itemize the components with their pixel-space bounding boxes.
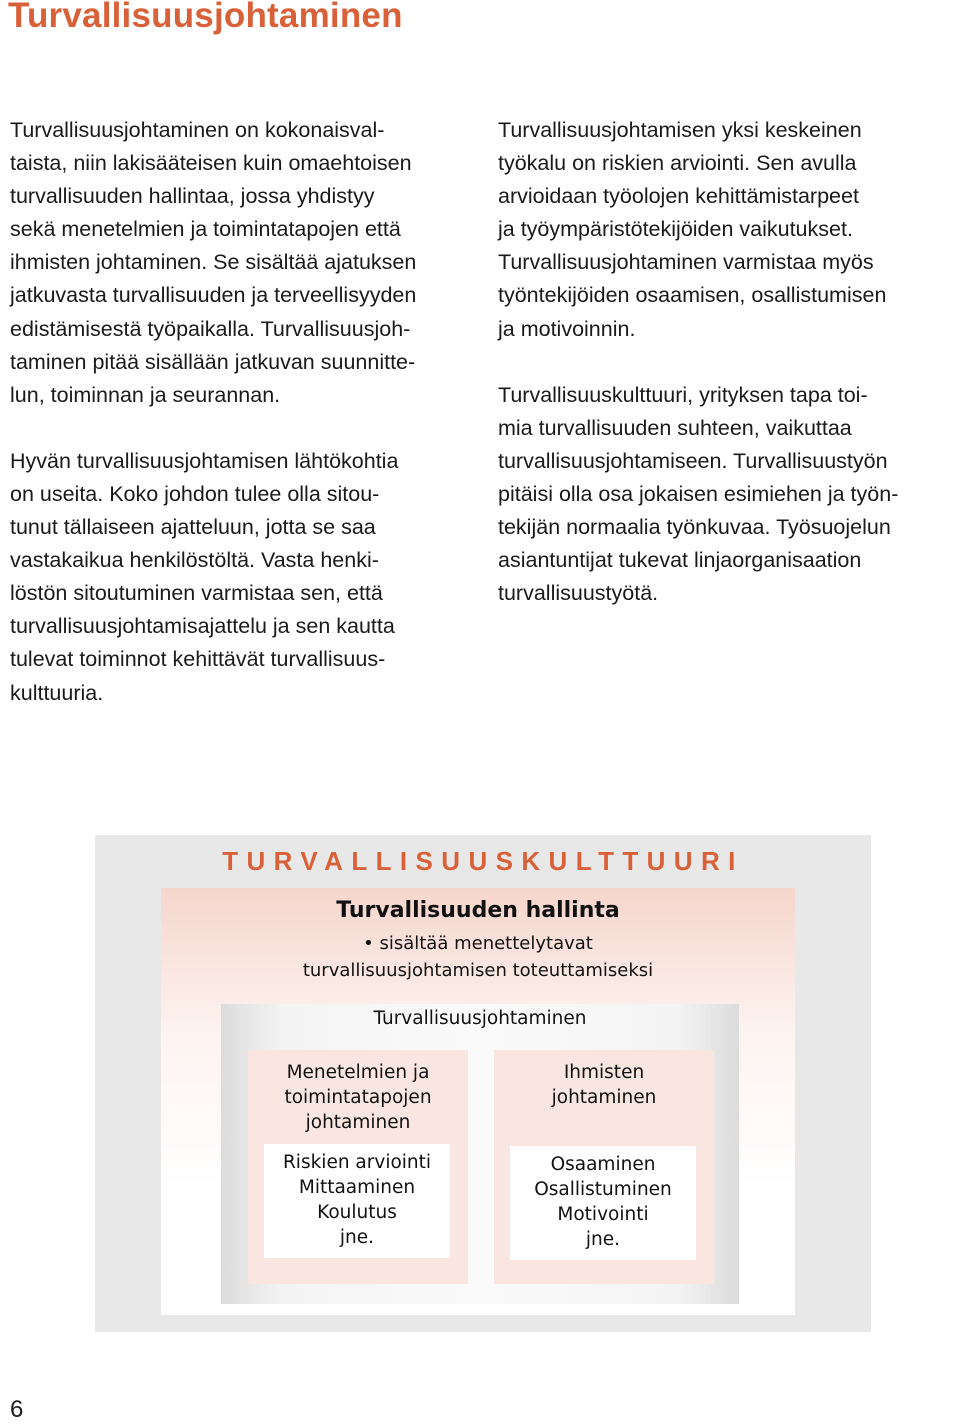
text-line: vastakaikua henkilöstöltä. Vasta henki- bbox=[10, 548, 379, 573]
text-line: tunut tällaiseen ajatteluun, jotta se saa bbox=[10, 515, 376, 540]
heading-line: Ihmisten bbox=[563, 1062, 645, 1083]
people-management-column bbox=[494, 1050, 714, 1284]
people-management-heading bbox=[494, 1060, 714, 1110]
text-line: tekijän normaalia työnkuvaa. Työsuojelun bbox=[498, 515, 891, 540]
text-line: Turvallisuusjohtaminen on kokonaisval- bbox=[10, 118, 385, 142]
text-line: työkalu on riskien arviointi. Sen avulla bbox=[498, 151, 857, 176]
list-item: jne. bbox=[339, 1227, 375, 1248]
text-line: sekä menetelmien ja toimintatapojen että bbox=[10, 217, 401, 242]
text-line: on useita. Koko johdon tulee olla sitou- bbox=[10, 481, 380, 506]
left-paragraph-2 bbox=[10, 445, 472, 710]
diagram-title: TURVALLISUUSKULTTUURI bbox=[222, 846, 744, 876]
text-line: löstön sitoutuminen varmistaa sen, että bbox=[10, 581, 383, 606]
list-item: Koulutus bbox=[317, 1202, 397, 1223]
text-line: taminen pitää sisällään jatkuvan suunnitte- bbox=[10, 349, 416, 374]
text-line: Turvallisuusjohtamisen yksi keskeinen bbox=[498, 118, 862, 142]
safety-management-panel bbox=[161, 888, 795, 1315]
text-line: ja työympäristötekijöiden vaikutukset. bbox=[498, 217, 853, 242]
text-line: pitäisi olla osa jokaisen esimiehen ja työn- bbox=[498, 481, 899, 506]
text-line: jatkuvasta turvallisuuden ja terveellisyyden bbox=[10, 283, 417, 308]
left-column bbox=[10, 114, 472, 710]
methods-management-heading bbox=[248, 1060, 468, 1135]
heading-line: Menetelmien ja bbox=[286, 1062, 430, 1083]
description-line-1: • sisältää menettelytavat bbox=[363, 933, 593, 954]
list-item: jne. bbox=[585, 1229, 621, 1250]
text-line: ihmisten johtaminen. Se sisältää ajatuksen bbox=[10, 250, 417, 275]
text-line: turvallisuusjohtamisajattelu ja sen kautta bbox=[10, 614, 395, 639]
list-item: Osallistuminen bbox=[534, 1179, 672, 1200]
heading-line: johtaminen bbox=[551, 1087, 657, 1108]
heading-line: toimintatapojen bbox=[284, 1087, 432, 1108]
page-number: 6 bbox=[10, 1396, 24, 1423]
text-line: turvallisuustyötä. bbox=[498, 581, 659, 606]
safety-leadership-panel bbox=[221, 1004, 739, 1304]
text-line: Hyvän turvallisuusjohtamisen lähtökohtia bbox=[10, 448, 399, 473]
text-line: kulttuuria. bbox=[10, 680, 104, 705]
safety-management-description bbox=[161, 930, 795, 984]
methods-items-box bbox=[264, 1144, 450, 1258]
methods-management-column bbox=[248, 1050, 468, 1284]
right-paragraph-2 bbox=[498, 379, 958, 611]
text-line: mia turvallisuuden suhteen, vaikuttaa bbox=[498, 415, 852, 440]
text-line: arvioidaan työolojen kehittämistarpeet bbox=[498, 184, 859, 209]
text-line: turvallisuusjohtamiseen. Turvallisuustyön bbox=[498, 448, 888, 473]
heading-line: johtaminen bbox=[305, 1112, 411, 1133]
text-line: Turvallisuuskulttuuri, yrityksen tapa toi- bbox=[498, 382, 868, 407]
safety-management-title: Turvallisuuden hallinta bbox=[336, 898, 620, 923]
right-paragraph-1 bbox=[498, 114, 958, 346]
safety-leadership-label: Turvallisuusjohtaminen bbox=[373, 1008, 587, 1029]
page-title: Turvallisuusjohtaminen bbox=[8, 0, 403, 35]
right-column bbox=[498, 114, 958, 610]
list-item: Osaaminen bbox=[550, 1154, 656, 1175]
text-line: Turvallisuusjohtaminen varmistaa myös bbox=[498, 250, 874, 275]
text-line: taista, niin lakisääteisen kuin omaehtoisen bbox=[10, 151, 412, 176]
list-item: Riskien arviointi bbox=[282, 1152, 432, 1173]
text-line: turvallisuuden hallintaa, jossa yhdistyy bbox=[10, 184, 375, 209]
safety-culture-diagram bbox=[95, 835, 871, 1332]
left-paragraph-1 bbox=[10, 114, 472, 412]
list-item: Mittaaminen bbox=[298, 1177, 416, 1198]
description-line-2: turvallisuusjohtamisen toteuttamiseksi bbox=[302, 960, 654, 981]
text-line: tulevat toiminnot kehittävät turvallisuus- bbox=[10, 647, 386, 672]
text-line: ja motivoinnin. bbox=[498, 316, 636, 341]
text-line: edistämisestä työpaikalla. Turvallisuusjoh- bbox=[10, 316, 411, 341]
text-line: työntekijöiden osaamisen, osallistumisen bbox=[498, 283, 887, 308]
list-item: Motivointi bbox=[557, 1204, 649, 1225]
text-line: asiantuntijat tukevat linjaorganisaation bbox=[498, 548, 862, 573]
text-line: lun, toiminnan ja seurannan. bbox=[10, 382, 281, 407]
people-items-box bbox=[510, 1146, 696, 1260]
